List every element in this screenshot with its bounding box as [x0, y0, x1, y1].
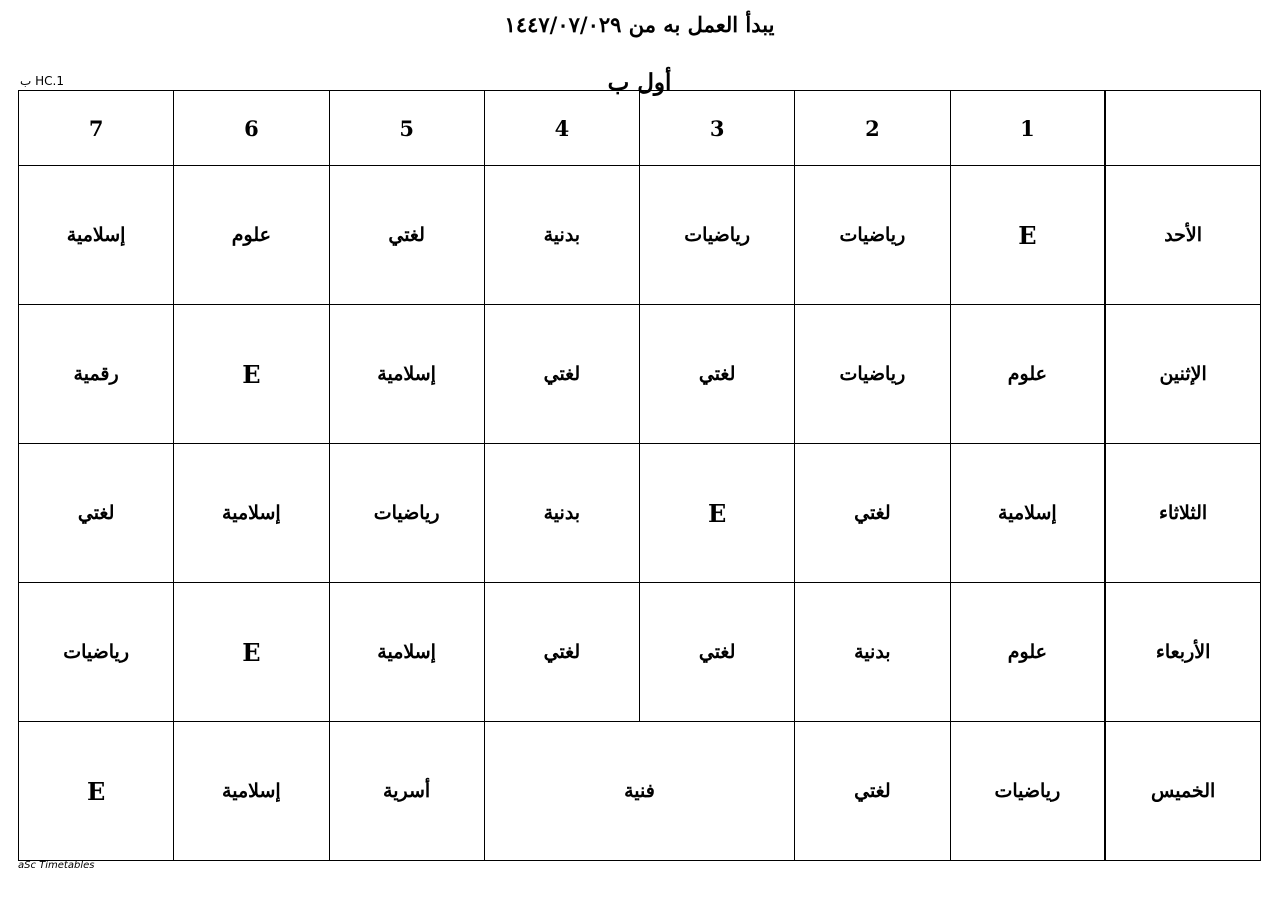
- lesson-cell: لغتي: [795, 444, 950, 583]
- lesson-cell: بدنية: [795, 583, 950, 722]
- day-name: الأربعاء: [1105, 583, 1260, 722]
- period-header: 2: [795, 91, 950, 166]
- lesson-cell: رياضيات: [640, 166, 795, 305]
- period-header: 3: [640, 91, 795, 166]
- period-header: 1: [950, 91, 1105, 166]
- lesson-cell: إسلامية: [174, 722, 329, 861]
- day-name: الإثنين: [1105, 305, 1260, 444]
- timetable: [18, 90, 1261, 861]
- day-name: الثلاثاء: [1105, 444, 1260, 583]
- lesson-cell: إسلامية: [950, 444, 1105, 583]
- lesson-cell: لغتي: [484, 305, 639, 444]
- page-title: يبدأ العمل به من ١٤٤٧/٠٧/٠٢٩: [504, 12, 775, 37]
- footer-credit: aSc Timetables: [18, 860, 95, 871]
- class-name: أول ب: [607, 69, 672, 96]
- day-row: [19, 166, 1261, 305]
- day-name: الأحد: [1105, 166, 1260, 305]
- lesson-cell: أسرية: [329, 722, 484, 861]
- period-header: 5: [329, 91, 484, 166]
- lesson-cell: لغتي: [795, 722, 950, 861]
- period-header: 7: [19, 91, 174, 166]
- lesson-cell: علوم: [174, 166, 329, 305]
- lesson-cell: E: [174, 583, 329, 722]
- day-row: [19, 305, 1261, 444]
- lesson-cell: رياضيات: [795, 305, 950, 444]
- day-row: [19, 583, 1261, 722]
- lesson-cell: E: [950, 166, 1105, 305]
- corner-cell: [1105, 91, 1260, 166]
- day-row: [19, 444, 1261, 583]
- lesson-cell: علوم: [950, 583, 1105, 722]
- day-row: [19, 722, 1261, 861]
- lesson-cell: إسلامية: [174, 444, 329, 583]
- lesson-cell: لغتي: [640, 583, 795, 722]
- lesson-cell: E: [640, 444, 795, 583]
- lesson-cell: علوم: [950, 305, 1105, 444]
- lesson-cell: إسلامية: [329, 305, 484, 444]
- lesson-cell: رياضيات: [19, 583, 174, 722]
- lesson-cell: رياضيات: [329, 444, 484, 583]
- period-header: 6: [174, 91, 329, 166]
- lesson-cell: بدنية: [484, 444, 639, 583]
- lesson-cell: لغتي: [640, 305, 795, 444]
- lesson-cell: بدنية: [484, 166, 639, 305]
- header-row: [19, 91, 1261, 166]
- lesson-cell: إسلامية: [329, 583, 484, 722]
- lesson-cell: E: [19, 722, 174, 861]
- lesson-cell: لغتي: [329, 166, 484, 305]
- lesson-cell: E: [174, 305, 329, 444]
- lesson-cell: رياضيات: [795, 166, 950, 305]
- day-name: الخميس: [1105, 722, 1260, 861]
- lesson-cell: إسلامية: [19, 166, 174, 305]
- lesson-cell: رقمية: [19, 305, 174, 444]
- lesson-cell: فنية: [484, 722, 795, 861]
- lesson-cell: لغتي: [19, 444, 174, 583]
- period-header: 4: [484, 91, 639, 166]
- class-code: HC.1 ب: [20, 74, 64, 88]
- lesson-cell: لغتي: [484, 583, 639, 722]
- lesson-cell: رياضيات: [950, 722, 1105, 861]
